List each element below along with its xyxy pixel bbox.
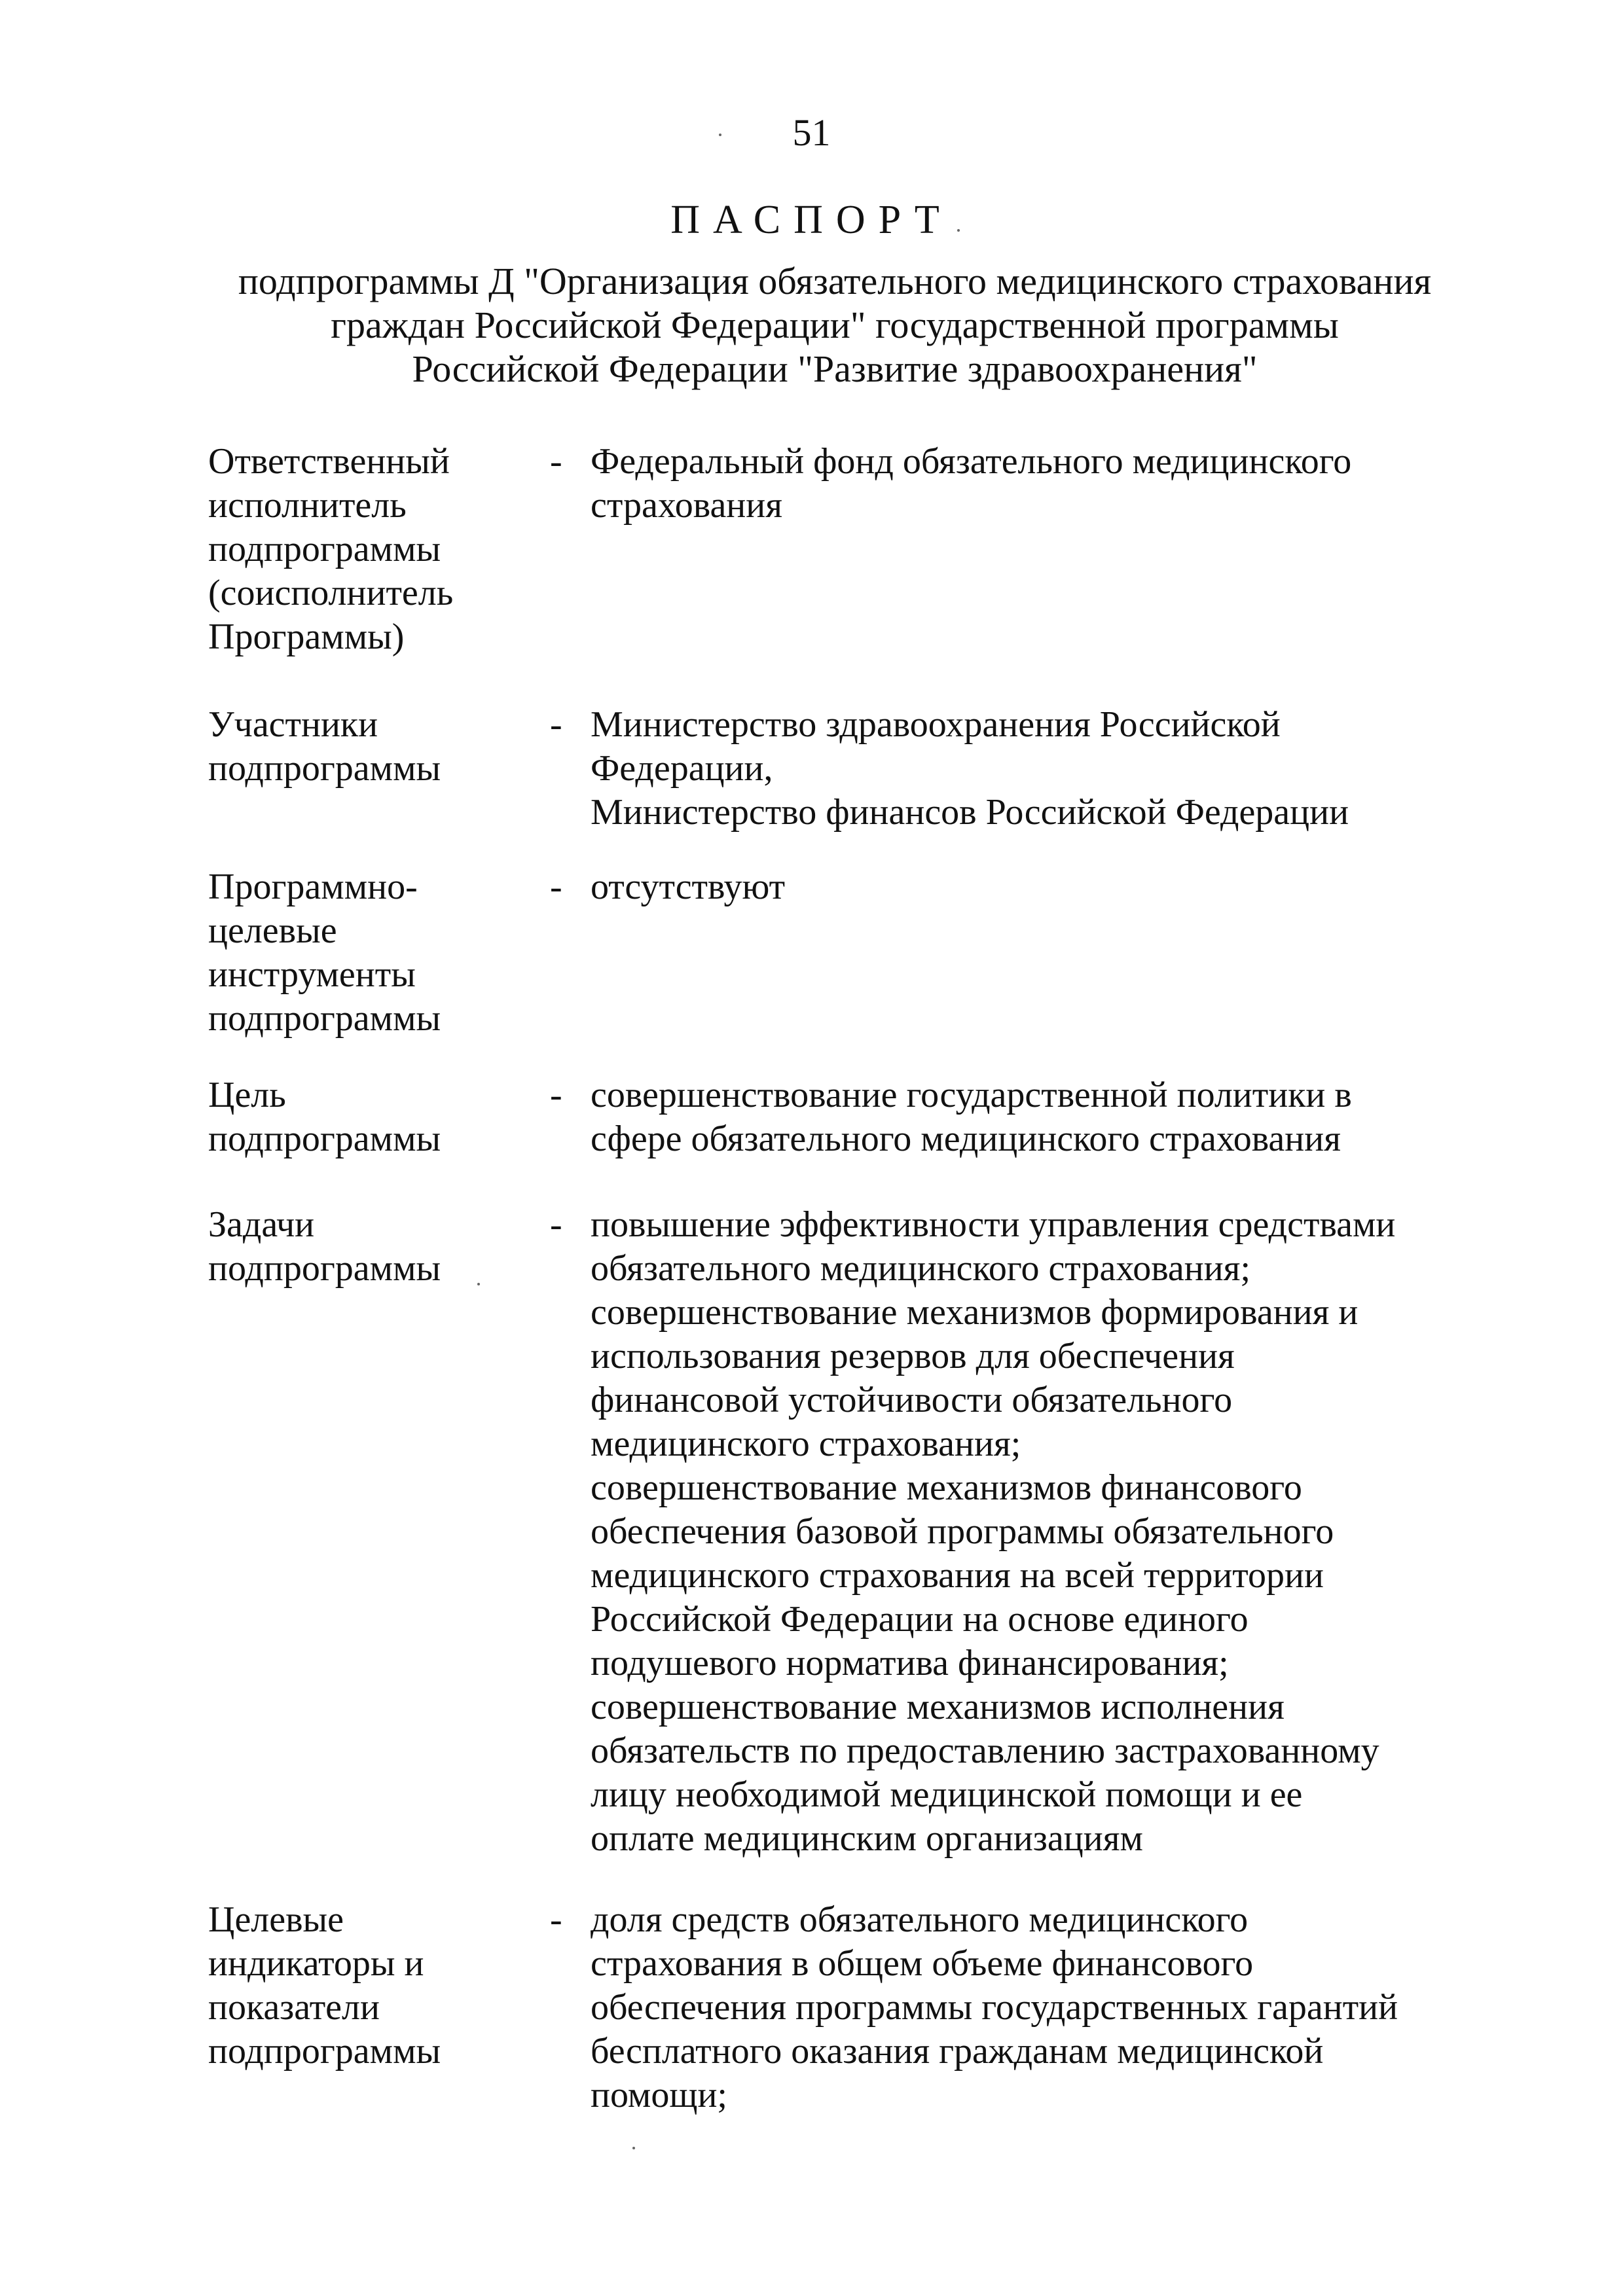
- label-line: индикаторы и: [208, 1943, 424, 1984]
- document-subtitle: [170, 259, 1499, 391]
- label-line: подпрограммы: [208, 1248, 441, 1289]
- row-dash: -: [550, 1899, 562, 1940]
- row-label: [208, 1898, 522, 2073]
- row-value: [591, 440, 1623, 528]
- label-line: (соисполнитель: [208, 573, 454, 613]
- row-value: [591, 1073, 1623, 1161]
- value-line: бесплатного оказания гражданам медицинской: [591, 2031, 1324, 2072]
- row-label: [208, 440, 522, 659]
- value-line: страхования в общем объеме финансового: [591, 1943, 1254, 1984]
- document-title: ПАСПОРТ: [670, 198, 953, 242]
- subtitle-line: Российской Федерации "Развитие здравоохранения": [412, 348, 1258, 390]
- label-line: Целевые: [208, 1899, 344, 1940]
- page-number: 51: [792, 111, 831, 154]
- value-line: обязательств по предоставлению застрахованному: [591, 1731, 1379, 1771]
- row-dash: -: [550, 704, 562, 745]
- value-line: страхования: [591, 485, 782, 526]
- value-line: использования резервов для обеспечения: [591, 1336, 1235, 1376]
- scan-speck: [957, 229, 960, 232]
- label-line: Программы): [208, 617, 405, 657]
- scan-speck: [477, 1283, 480, 1285]
- label-line: Цель: [208, 1075, 286, 1115]
- value-line: Федеральный фонд обязательного медицинского: [591, 441, 1352, 482]
- row-value: [591, 865, 1623, 909]
- subtitle-line: подпрограммы Д "Организация обязательного медицинского страхования: [238, 260, 1432, 302]
- label-line: исполнитель: [208, 485, 407, 526]
- value-line: помощи;: [591, 2075, 727, 2115]
- label-line: Участники: [208, 704, 378, 745]
- row-dash: -: [550, 867, 562, 907]
- row-label: [208, 865, 522, 1041]
- row-dash: -: [550, 441, 562, 482]
- value-line: Министерство финансов Российской Федерации: [591, 792, 1349, 833]
- label-line: Задачи: [208, 1204, 315, 1245]
- row-value: [591, 1203, 1623, 1861]
- value-line: оплате медицинским организациям: [591, 1818, 1143, 1859]
- value-line: совершенствование механизмов исполнения: [591, 1687, 1285, 1727]
- value-line: доля средств обязательного медицинского: [591, 1899, 1249, 1940]
- value-line: медицинского страхования;: [591, 1424, 1021, 1464]
- label-line: Ответственный: [208, 441, 450, 482]
- value-line: повышение эффективности управления средствами: [591, 1204, 1396, 1245]
- row-dash: -: [550, 1075, 562, 1115]
- label-line: инструменты: [208, 954, 416, 995]
- value-line: Министерство здравоохранения Российской: [591, 704, 1281, 745]
- label-line: целевые: [208, 910, 337, 951]
- value-line: Российской Федерации на основе единого: [591, 1599, 1249, 1640]
- label-line: Программно-: [208, 867, 418, 907]
- scan-speck: [632, 2147, 635, 2149]
- row-value: [591, 1898, 1623, 2117]
- row-label: [208, 1203, 522, 1291]
- value-line: медицинского страхования на всей территории: [591, 1555, 1324, 1596]
- value-line: совершенствование государственной политики в: [591, 1075, 1352, 1115]
- label-line: подпрограммы: [208, 1119, 441, 1159]
- label-line: показатели: [208, 1987, 380, 2028]
- row-label: [208, 1073, 522, 1161]
- value-line: совершенствование механизмов финансового: [591, 1467, 1302, 1508]
- label-line: подпрограммы: [208, 748, 441, 789]
- scan-speck: [719, 134, 721, 136]
- value-line: отсутствуют: [591, 867, 786, 907]
- label-line: подпрограммы: [208, 2031, 441, 2072]
- row-value: [591, 703, 1623, 834]
- value-line: сфере обязательного медицинского страхования: [591, 1119, 1341, 1159]
- label-line: подпрограммы: [208, 529, 441, 569]
- subtitle-line: граждан Российской Федерации" государственной программы: [331, 304, 1339, 346]
- value-line: обеспечения программы государственных гарантий: [591, 1987, 1398, 2028]
- value-line: обеспечения базовой программы обязательного: [591, 1511, 1334, 1552]
- value-line: лицу необходимой медицинской помощи и ее: [591, 1774, 1303, 1815]
- value-line: Федерации,: [591, 748, 773, 789]
- value-line: финансовой устойчивости обязательного: [591, 1380, 1233, 1420]
- label-line: подпрограммы: [208, 998, 441, 1039]
- value-line: подушевого норматива финансирования;: [591, 1643, 1229, 1683]
- value-line: совершенствование механизмов формирования и: [591, 1292, 1359, 1333]
- row-label: [208, 703, 522, 791]
- row-dash: -: [550, 1204, 562, 1245]
- value-line: обязательного медицинского страхования;: [591, 1248, 1250, 1289]
